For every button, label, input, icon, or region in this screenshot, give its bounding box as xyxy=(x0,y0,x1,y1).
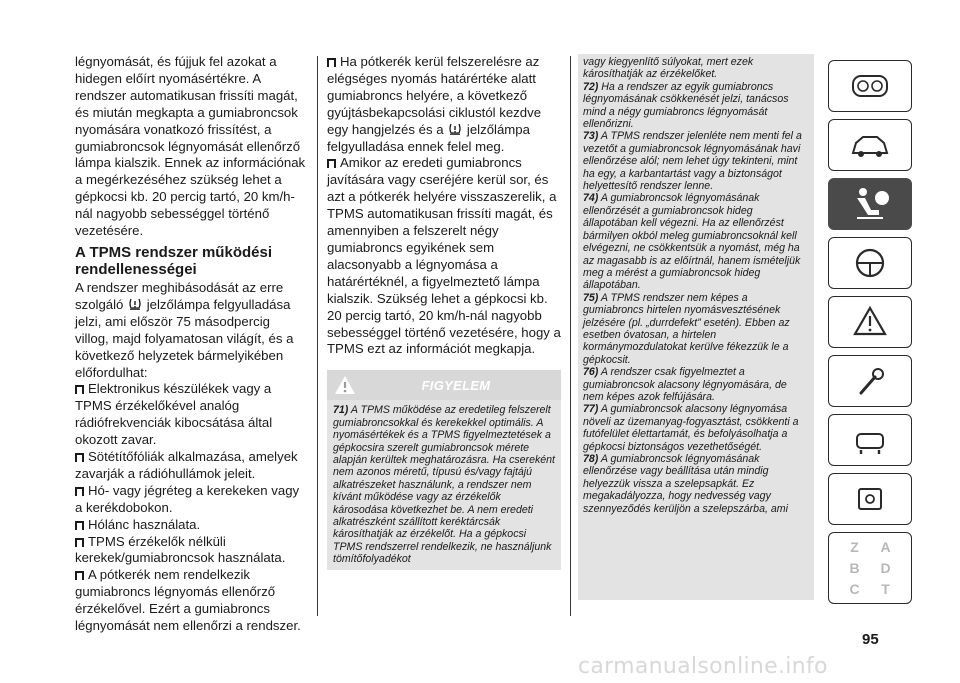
warning-note: 77) A gumiabroncsok alacsony légnyomása növeli az üzemanyag-fogyasztást, csökkenti a futófelület élettartamát, és befolyásolhatja a gépkocsi biztonságos vezethetőségét. xyxy=(583,403,799,453)
tab-dashboard[interactable] xyxy=(828,60,912,112)
bullet-icon xyxy=(75,538,84,547)
steering-wheel-icon xyxy=(847,243,893,283)
warning-note: 72) Ha a rendszer az egyik gumiabroncs légnyomásának csökkenését jelzi, tanácsos mind a négy gumiabroncs légnyomását ellenőrizni. xyxy=(583,80,789,131)
warning-title: FIGYELEM xyxy=(421,377,491,393)
bullet-icon xyxy=(75,453,84,462)
warning-note: 73) A TPMS rendszer jelenléte nem menti fel a vezetőt a gumiabroncsok légnyomásának havi ellenőrzése alól; nem lehet úgy tekinteni, mint ha egy, a karbantartást vagy a biztonságot helyettesítő rendszer lenne. xyxy=(583,130,802,193)
list-item: TPMS érzékelők nélküli kerekek/gumiabroncsok használata. xyxy=(75,533,286,566)
tab-starting-driving[interactable] xyxy=(828,237,912,289)
index-letter: D xyxy=(880,559,891,576)
bullet-icon xyxy=(327,159,336,168)
column-divider xyxy=(317,56,318,616)
car-icon xyxy=(847,125,893,165)
tpms-warning-icon xyxy=(128,298,142,310)
tpms-warning-icon xyxy=(448,123,462,135)
index-letter: T xyxy=(881,580,890,597)
warning-note: 71) A TPMS működése az eredetileg felszerelt gumiabroncsokkal és kerekekkel optimális. A nyomásértékek és a TPMS figyelmeztetések a gépkocsira szerelt gumiabroncsok mérete alapján kerültek meghatározásra. Ha csereként nem azonos méretű, típusú és/vagy fajtájú alkatrészeket használunk, a rendszer nem kívánt működése vagy az érzékelők károsodása következhet be. A nem eredeti alkatrészként szállított keréktárcsák károsíthatják az érzékelőt. Ha a gépkocsi TPMS rendszerrel rendelkezik, ne használjunk tömítőfolyadékot xyxy=(333,404,555,566)
warning-triangle-icon xyxy=(847,302,893,342)
warning-note: 78) A gumiabroncsok légnyomásának ellenőrzése vagy beállítása után mindig helyezzük vissza a szelepsapkát. Ez megakadályozza, hogy nedvesség vagy szennyeződés kerüljön a szelepszárba, ami xyxy=(583,453,788,515)
bullet-icon xyxy=(75,487,84,496)
tab-maintenance[interactable] xyxy=(828,355,912,407)
airbag-seat-icon xyxy=(847,184,893,224)
car-front-icon xyxy=(847,420,893,460)
cause-list xyxy=(75,381,307,635)
list-item: Hó- vagy jégréteg a kerekeken vagy a kerékdobokon. xyxy=(75,482,300,515)
warning-note: 74) A gumiabroncsok légnyomásának ellenőrzését a gumiabroncsok hideg állapotában kell végezni. Ha az ellenőrzést bármilyen okból meleg gumiabroncsoknál kell elvégezni, ne csökkentsük a nyomást, még ha az magasabb is az előírtnál, hanem ismételjük meg a mérést a gumiabroncsok hideg állapotában. xyxy=(583,192,801,292)
intro-paragraph: légnyomását, és fújjuk fel azokat a hidegen előírt nyomásértékre. A rendszer automatikusan frissíti magát, és miután megkapta a gumiabroncsok nyomására vonatkozó frissítést, a gumiabroncsok légnyomását ellenőrző lámpa kialszik. Ennek az információnak a megérkezéséhez szükség lehet a gépkocsi kb. 20 percig tartó, 20 km/h-nál nagyobb sebességgel történő vezetésére. xyxy=(75,54,306,239)
watermark: carmanualsonline.info xyxy=(578,654,828,679)
list-item: A pótkerék nem rendelkezik gumiabroncs légnyomás ellenőrző érzékelővel. Ezért a gumiabroncs légnyomását nem ellenőrzi a rendszer. xyxy=(75,567,301,634)
tab-technical-data[interactable] xyxy=(828,414,912,466)
tab-multimedia[interactable] xyxy=(828,473,912,525)
bullet-icon xyxy=(327,58,336,67)
list-item: Ha pótkerék kerül felszerelésre az elégséges nyomás határértéke alatt gumiabroncs helyére, a következő gyújtásbekapcsolási ciklustól kezdve egy hangjelzés és a jelzőlámpa felgyulladása ennek felel meg. xyxy=(327,54,542,154)
malfunction-paragraph: A rendszer meghibásodását az erre szolgáló jelzőlámpa felgyulladása jelzi, ami először 75 másodpercig villog, majd folyamatosan világít, és a következő helyzetek bármelyikében előfordulhat: xyxy=(75,279,294,380)
list-item: Elektronikus készülékek vagy a TPMS érzékelőkével analóg rádiófrekvenciák kibocsátása által okozott zavar. xyxy=(75,381,273,448)
media-icon xyxy=(847,479,893,519)
tab-knowing-vehicle[interactable] xyxy=(828,119,912,171)
column-2 xyxy=(327,54,561,570)
column-1 xyxy=(75,54,307,635)
spare-wheel-list xyxy=(327,54,561,358)
bullet-icon xyxy=(75,571,84,580)
list-item: Sötétítőfóliák alkalmazása, amelyek zavarják a rádióhullámok jeleit. xyxy=(75,449,298,481)
tab-index[interactable] xyxy=(828,532,912,604)
tab-emergency[interactable] xyxy=(828,296,912,348)
index-letter: Z xyxy=(850,539,859,556)
page-number: 95 xyxy=(862,631,879,648)
warning-triangle-icon xyxy=(333,374,357,396)
bullet-icon xyxy=(75,385,84,394)
column-3 xyxy=(578,54,814,600)
bullet-icon xyxy=(75,521,84,530)
warning-note: 76) A rendszer csak figyelmeztet a gumiabroncsok alacsony légnyomására, de nem képes azok felfújására. xyxy=(583,366,787,403)
list-item: Amikor az eredeti gumiabroncs javítására vagy cseréjére kerül sor, és azt a pótkerék helyére visszaszerelik, a TPMS automatikusan frissíti magát, és amennyiben a felszerelt négy gumiabroncs egyikének sem alacsonyabb a légnyomása a határértéknél, a figyelmeztető lámpa kialszik. Szükség lehet a gépkocsi kb. 20 percig tartó, 20 km/h-nál nagyobb sebességgel történő vezetésére, hogy a TPMS ezt az információt megkapja. xyxy=(327,155,561,357)
list-item: Hólánc használata. xyxy=(75,517,307,534)
column-divider xyxy=(570,56,571,616)
index-letter: C xyxy=(849,580,860,597)
section-heading: A TPMS rendszer működési rendellenességei xyxy=(75,243,272,278)
tab-safety[interactable] xyxy=(828,178,912,230)
index-letter: B xyxy=(849,559,860,576)
warning-note: 75) A TPMS rendszer nem képes a gumiabroncs hirtelen nyomásvesztésének jelzésére (pl. „durrdefekt” esetén). Ebben az esetben óvatosan, a hirtelen kormánymozdulatokat kerülve fékezzük le a gépkocsit. xyxy=(583,291,790,366)
wrench-icon xyxy=(847,361,893,401)
warning-box xyxy=(327,370,561,569)
warning-box-continued xyxy=(578,54,814,600)
warning-note-lead: vagy kiegyenlítő súlyokat, mert ezek károsíthatják az érzékelőket. xyxy=(583,56,754,81)
chapter-tabs xyxy=(828,60,912,604)
dashboard-icon xyxy=(847,66,893,106)
index-letter: A xyxy=(880,539,891,556)
warning-header xyxy=(327,370,561,400)
